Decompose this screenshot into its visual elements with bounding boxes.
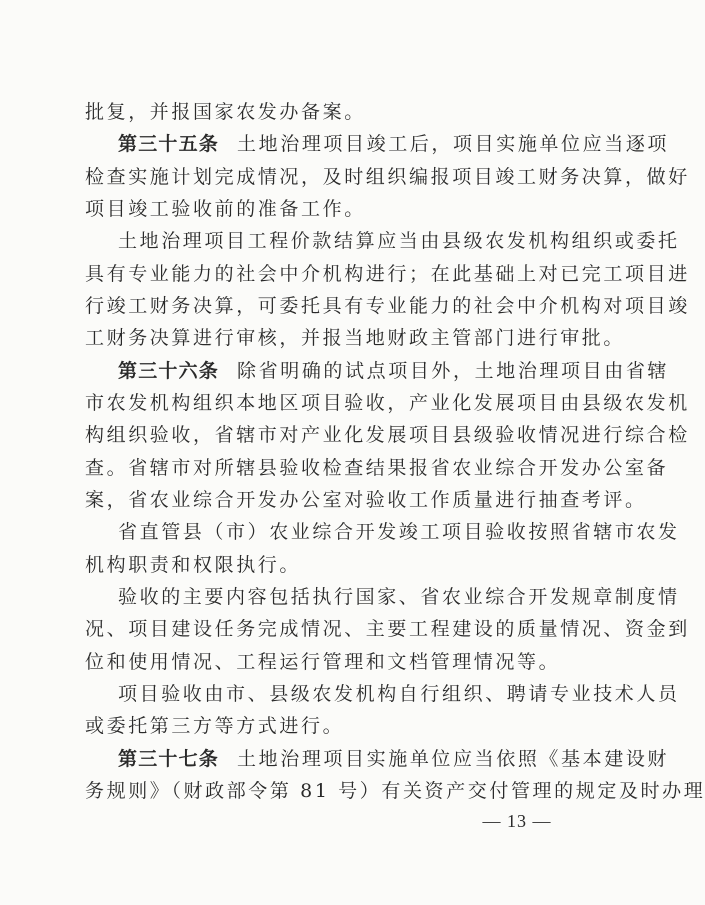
line-text: 检查实施计划完成情况，及时组织编报项目竣工财务决算，做好 [85,166,690,188]
line-text: 土地治理项目实施单位应当依照《基本建设财 [237,748,670,770]
line-text: 土地治理项目工程价款结算应当由县级农发机构组织或委托 [118,230,680,252]
text-line [118,582,680,612]
text-line [85,291,690,321]
line-text: 位和使用情况、工程运行管理和文档管理情况等。 [85,651,561,673]
text-line [118,226,680,256]
page-number: — 13 — [482,811,552,831]
article-line [118,129,670,159]
line-text: 工财务决算进行审核，并报当地财政主管部门进行审批。 [85,327,626,349]
text-line [85,97,565,127]
line-text: 务规则》（财政部令第 81 号）有关资产交付管理的规定及时办理 [85,780,705,802]
article-heading: 第三十六条 [118,360,220,382]
text-line [85,647,565,677]
line-text: 况、项目建设任务完成情况、主要工程建设的质量情况、资金到 [85,618,690,640]
line-text: 查。省辖市对所辖县验收检查结果报省农业综合开发办公室备 [85,457,669,479]
line-text: 机构职责和权限执行。 [85,554,302,576]
text-line [85,388,690,418]
text-line [85,614,690,644]
line-text: 具有专业能力的社会中介机构进行；在此基础上对已完工项目进 [85,263,690,285]
line-text: 土地治理项目竣工后，项目实施单位应当逐项 [237,133,670,155]
line-text: 或委托第三方等方式进行。 [85,715,345,737]
line-text: 项目验收由市、县级农发机构自行组织、聘请专业技术人员 [118,683,680,705]
text-line [85,485,647,515]
line-text: 验收的主要内容包括执行国家、省农业综合开发规章制度情 [118,586,680,608]
line-text: 省直管县（市）农业综合开发竣工项目验收按照省辖市农发 [118,521,680,543]
article-heading: 第三十五条 [118,133,220,155]
text-line [85,323,626,353]
text-line [118,679,680,709]
line-text: 除省明确的试点项目外，土地治理项目由省辖 [237,360,670,382]
text-line [85,776,705,806]
line-text: 项目竣工验收前的准备工作。 [85,198,366,220]
text-line [85,420,690,450]
line-text: 市农发机构组织本地区项目验收，产业化发展项目由县级农发机 [85,392,690,414]
text-line [85,453,669,483]
line-text: 构组织验收，省辖市对产业化发展项目县级验收情况进行综合检 [85,424,690,446]
line-text: 案，省农业综合开发办公室对验收工作质量进行抽查考评。 [85,489,647,511]
text-line [85,550,565,580]
text-line [85,259,690,289]
line-text: 批复，并报国家农发办备案。 [85,101,366,123]
article-line [118,744,670,774]
article-heading: 第三十七条 [118,748,220,770]
text-line [118,517,680,547]
text-line [85,162,690,192]
text-line [85,194,565,224]
line-text: 行竣工财务决算，可委托具有专业能力的社会中介机构对项目竣 [85,295,690,317]
text-line [85,711,565,741]
article-line [118,356,670,386]
